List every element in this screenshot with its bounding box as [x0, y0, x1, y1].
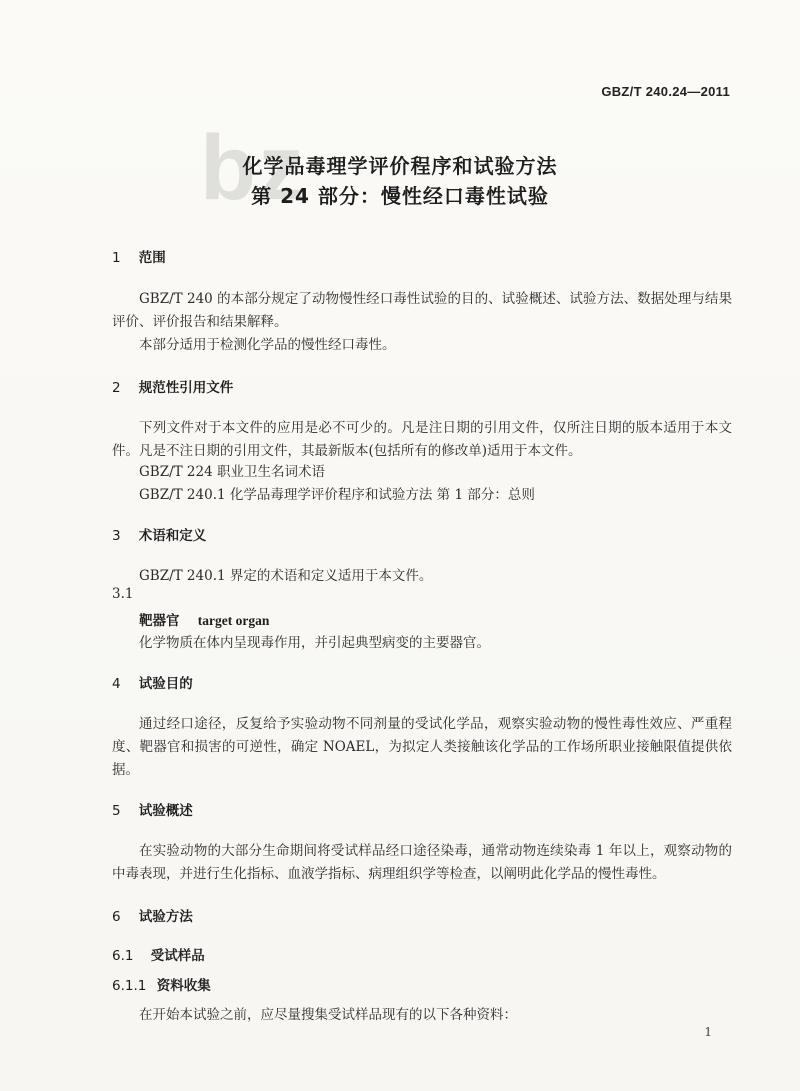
term-entry — [139, 609, 269, 629]
watermark: bz — [200, 117, 307, 219]
section-1-paragraph-2: 本部分适用于检测化学品的慢性经口毒性。 — [139, 337, 396, 353]
section-6-1-1-heading — [112, 974, 211, 994]
section-title: 受试样品 — [150, 948, 205, 964]
section-number: 6 — [112, 909, 121, 925]
section-6-heading — [112, 905, 193, 925]
term-definition: 化学物质在体内呈现毒作用，并引起典型病变的主要器官。 — [139, 635, 490, 651]
section-5-heading — [112, 799, 193, 819]
section-number: 2 — [112, 380, 121, 396]
standard-code: GBZ/T 240.24—2011 — [601, 84, 730, 99]
reference-1: GBZ/T 224 职业卫生名词术语 — [139, 464, 325, 480]
section-6-1-heading — [112, 944, 205, 964]
section-3-paragraph-1: GBZ/T 240.1 界定的术语和定义适用于本文件。 — [139, 568, 433, 584]
document-title-line2: 第 24 部分：慢性经口毒性试验 — [251, 184, 549, 208]
section-5-paragraph-1: 在实验动物的大部分生命期间将受试样品经口途径染毒，通常动物连续染毒 1 年以上，观察动物的中毒表现，并进行生化指标、血液学指标、病理组织学等检查，以阐明此化学品的慢性毒性。 — [112, 843, 732, 882]
term-english: target organ — [197, 613, 270, 628]
section-4-paragraph-1: 通过经口途径，反复给予实验动物不同剂量的受试化学品，观察实验动物的慢性毒性效应、严重程度、靶器官和损害的可逆性，确定 NOAEL，为拟定人类接触该化学品的工作场所职业接触限值提供依据。 — [112, 716, 732, 778]
section-title: 术语和定义 — [138, 528, 207, 544]
section-title: 试验方法 — [138, 909, 193, 925]
section-6-paragraph-1: 在开始本试验之前，应尽量搜集受试样品现有的以下各种资料： — [139, 1007, 517, 1023]
section-4-heading — [112, 672, 193, 692]
section-title: 范围 — [138, 250, 166, 266]
page-number: 1 — [704, 1025, 712, 1039]
section-title: 试验概述 — [138, 803, 193, 819]
section-3-heading — [112, 524, 206, 544]
section-1-paragraph-1: GBZ/T 240 的本部分规定了动物慢性经口毒性试验的目的、试验概述、试验方法、数据处理与结果评价、评价报告和结果解释。 — [112, 291, 732, 330]
section-number: 3 — [112, 528, 121, 544]
section-number: 4 — [112, 676, 121, 692]
document-title-line1: 化学品毒理学评价程序和试验方法 — [242, 154, 558, 178]
section-number: 6.1.1 — [112, 978, 147, 994]
section-2-paragraph-1: 下列文件对于本文件的应用是必不可少的。凡是注日期的引用文件，仅所注日期的版本适用于本文件。凡是不注日期的引用文件，其最新版本(包括所有的修改单)适用于本文件。 — [112, 420, 732, 459]
section-title: 规范性引用文件 — [138, 380, 234, 396]
section-2-heading — [112, 376, 233, 396]
term-chinese: 靶器官 — [139, 613, 180, 629]
section-title: 资料收集 — [156, 978, 211, 994]
section-title: 试验目的 — [138, 676, 193, 692]
term-number: 3.1 — [112, 586, 134, 602]
section-number: 6.1 — [112, 948, 134, 964]
section-number: 5 — [112, 803, 121, 819]
section-1-heading — [112, 246, 166, 266]
section-number: 1 — [112, 250, 121, 266]
reference-2: GBZ/T 240.1 化学品毒理学评价程序和试验方法 第 1 部分：总则 — [139, 487, 535, 503]
